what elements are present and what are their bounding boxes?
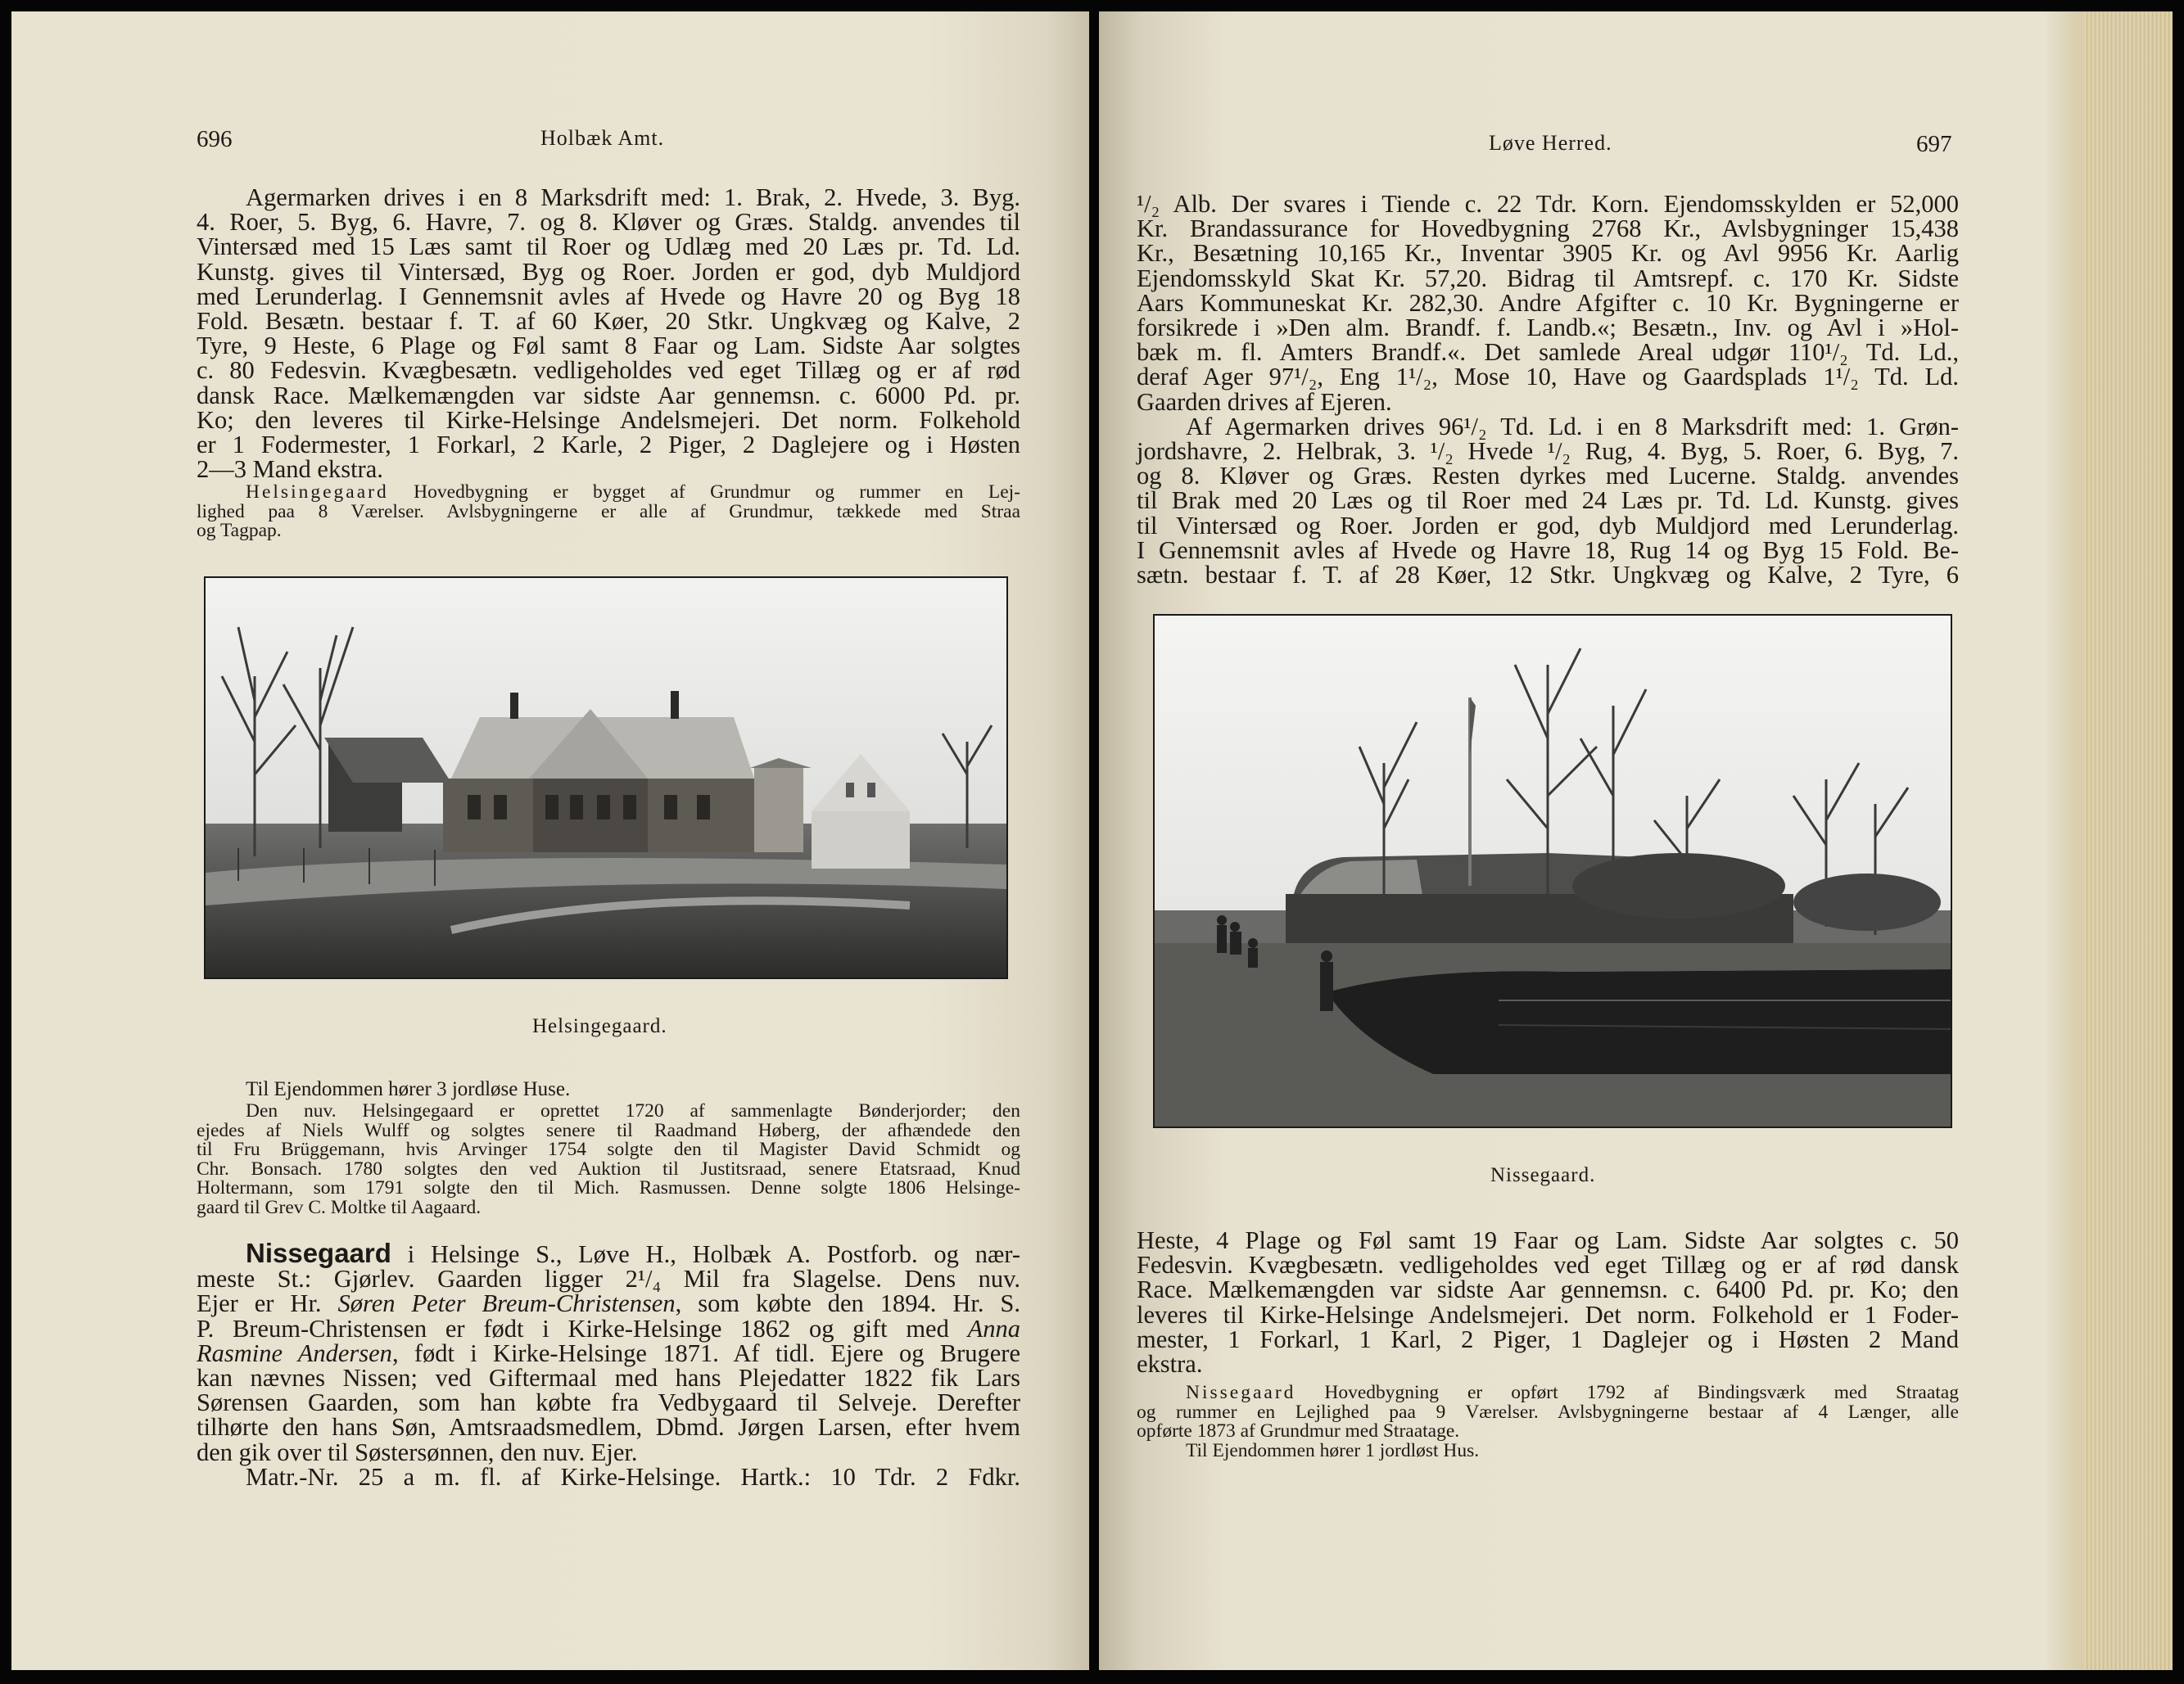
text-line: og 8. Kløver og Græs. Resten dyrkes med Lucerne. Staldg. anvendes xyxy=(1137,462,1959,490)
spouse-name-cont: Rasmine Andersen xyxy=(197,1339,392,1367)
text-line: den gik over til Søstersønnen, den nuv. Ejer. xyxy=(197,1438,638,1466)
text-line: Aars Kommuneskat Kr. 282,30. Andre Afgifter c. 10 Kr. Bygningerne er xyxy=(1137,288,1959,317)
text-line: ekstra. xyxy=(1137,1350,1203,1379)
text-line: dansk Race. Mælkemængden var sidste Aar gennemsn. c. 6000 Pd. pr. xyxy=(197,381,1020,409)
text-line: 2—3 Mand ekstra. xyxy=(197,455,383,484)
paragraph-agermarken xyxy=(197,183,1020,484)
text-line: deraf Ager 97¹/₂, Eng 1¹/₂, Mose 10, Have og Gaardsplads 1¹/₂ Td. Ld. xyxy=(1137,363,1959,391)
note-name: Helsingegaard xyxy=(246,481,389,503)
page-number: 696 xyxy=(197,126,233,152)
text-line: Holtermann, som 1791 solgte den til Mich. Rasmussen. Denne solgte 1806 Helsinge- xyxy=(197,1177,1020,1199)
text-line: kan nævnes Nissen; ved Giftermaal med hans Plejedatter 1822 fik Lars xyxy=(197,1364,1020,1393)
photo-nissegaard xyxy=(1153,614,1952,1128)
text-line: opførte 1873 af Grundmur med Straatage. xyxy=(1137,1420,1460,1442)
text-line: Hovedbygning er bygget af Grundmur og rummer en Lej- xyxy=(388,481,1020,503)
note-jordlose-huse xyxy=(197,1079,1020,1100)
running-head: Holbæk Amt. xyxy=(540,126,665,150)
text-line: forsikrede i »Den alm. Brandf. f. Landb.«; Besætn., Inv. og Avl i »Hol- xyxy=(1137,314,1959,342)
text-line: Til Ejendommen hører 3 jordløse Huse. xyxy=(246,1078,571,1100)
farmhouse-photo xyxy=(206,578,1006,977)
text-line: lighed paa 8 Værelser. Avlsbygningerne er alle af Grundmur, tækkede med Straa xyxy=(197,500,1020,522)
farm-pond-photo xyxy=(1155,616,1951,1126)
text-line: mester, 1 Forkarl, 1 Karl, 2 Piger, 1 Daglejer og i Høsten 2 Mand xyxy=(1137,1325,1959,1353)
left-page xyxy=(11,11,1089,1670)
text-line: bæk m. fl. Amters Brandf.«. Det samlede Areal udgør 110¹/₂ Td. Ld., xyxy=(1137,338,1959,367)
text-line: Heste, 4 Plage og Føl samt 19 Faar og Lam. Sidste Aar solgtes c. 50 xyxy=(1137,1226,1959,1254)
text-line: jordshavre, 2. Helbrak, 3. ¹/₂ Hvede ¹/₂ Rug, 4. Byg, 5. Roer, 6. Byg, 7. xyxy=(1137,437,1959,466)
text-line: tilhørte den hans Søn, Amtsraadsmedlem, Dbmd. Jørgen Larsen, efter hvem xyxy=(197,1413,1020,1442)
text-fragment: Ejer er Hr. xyxy=(197,1289,322,1318)
text-line: ¹/₂ Alb. Der svares i Tiende c. 22 Tdr. Korn. Ejendomsskylden er 52,000 xyxy=(1137,190,1959,218)
running-head: Løve Herred. xyxy=(1489,131,1612,155)
text-line: og Tagpap. xyxy=(197,520,282,541)
text-line: Race. Mælkemængden var sidste Aar gennemsn. c. 6400 Pd. pr. Ko; den xyxy=(1137,1275,1959,1304)
text-line: Til Ejendommen hører 1 jordløst Hus. xyxy=(1186,1439,1480,1461)
text-line: er 1 Fodermester, 1 Forkarl, 2 Karle, 2 Piger, 2 Daglejere og i Høsten xyxy=(197,431,1020,459)
right-page xyxy=(1099,11,2173,1670)
page-edges xyxy=(2084,11,2173,1670)
text-line: c. 80 Fedesvin. Kvægbesætn. vedligeholdes ved eget Tillæg og er af rød xyxy=(197,356,1020,385)
history-helsingegaard xyxy=(197,1102,1020,1217)
text-line: med Lerunderlag. I Gennemsnit avles af Hvede og Havre 20 og Byg 18 xyxy=(197,282,1020,310)
text-fragment: P. Breum-Christensen er født i Kirke-Helsinge 1862 og gift med xyxy=(197,1314,949,1343)
text-line: Agermarken drives i en 8 Marksdrift med: 1. Brak, 2. Hvede, 3. Byg. xyxy=(246,183,1020,211)
text-line: Chr. Bonsach. 1780 solgtes den ved Auktion til Justitsraad, senere Etatsraad, Knud xyxy=(197,1158,1020,1180)
text-line: Gaarden drives af Ejeren. xyxy=(1137,387,1392,416)
text-line: til Fru Brüggemann, hvis Arvinger 1754 solgte den til Magister David Schmidt og xyxy=(197,1139,1020,1160)
text-line: leveres til Kirke-Helsinge Andelsmejeri. Det norm. Folkehold er 1 Foder- xyxy=(1137,1300,1959,1329)
photo-helsingegaard xyxy=(204,576,1008,979)
text-line: Fedesvin. Kvægbesætn. vedligeholdes ved eget Tillæg og er af rød dansk xyxy=(1137,1251,1959,1280)
text-line: Kr. Brandassurance for Hovedbygning 2768 Kr., Avlsbygninger 15,438 xyxy=(1137,214,1959,243)
text-line: Fold. Besætn. bestaar f. T. af 60 Køer, 20 Stkr. Ungkvæg og Kalve, 2 xyxy=(197,307,1020,336)
text-fragment: , født i Kirke-Helsinge 1871. Af tidl. Ejere og Brugere xyxy=(391,1339,1020,1367)
text-line: og rummer en Lejlighed paa 9 Værelser. Avlsbygningerne bestaar af 4 Længer, alle xyxy=(1137,1401,1959,1423)
note-name: Nissegaard xyxy=(1186,1382,1296,1403)
text-line: gaard til Grev C. Moltke til Aagaard. xyxy=(197,1196,482,1218)
owner-name: Søren Peter Breum-Christensen xyxy=(337,1289,676,1318)
text-line: Kr., Besætning 10,165 Kr., Inventar 3905 Kr. og Avl 9956 Kr. Aarlig xyxy=(1137,239,1959,268)
text-line: Kunstg. gives til Vintersæd, Byg og Roer. Jorden er god, dyb Muldjord xyxy=(197,257,1020,286)
text-line: Ejendomsskyld Skat Kr. 57,20. Bidrag til Amtsrepf. c. 170 Kr. Sidste xyxy=(1137,264,1959,292)
text-line: sætn. bestaar f. T. af 28 Køer, 12 Stkr. Ungkvæg og Kalve, 2 Tyre, 6 xyxy=(1137,561,1959,589)
paragraph-livestock xyxy=(1137,1226,1959,1379)
text-fragment: , som købte den 1894. Hr. S. xyxy=(675,1289,1021,1318)
spouse-name: Anna xyxy=(967,1314,1021,1343)
text-line: til Brak med 20 Læs og til Roer med 24 Læs pr. Td. Ld. Kunstg. gives xyxy=(1137,486,1959,515)
matr-line: Matr.-Nr. 25 a m. fl. af Kirke-Helsinge. Hartk.: 10 Tdr. 2 Fdkr. xyxy=(246,1462,1020,1491)
text-line: meste St.: Gjørlev. Gaarden ligger 2¹/₄ Mil fra Slagelse. Dens nuv. xyxy=(197,1265,1020,1293)
text-line: til Vintersæd og Roer. Jorden er god, dyb Muldjord med Lerunderlag. xyxy=(1137,511,1959,540)
note-nissegaard-buildings xyxy=(1137,1384,1959,1461)
text-line: Af Agermarken drives 96¹/₂ Td. Ld. i en 8 Marksdrift med: 1. Grøn- xyxy=(1186,412,1959,440)
text-line: Sørensen Gaarden, som han købte fra Vedbygaard til Selveje. Derefter xyxy=(197,1388,1020,1417)
paragraph-nissegaard xyxy=(197,1238,1021,1491)
text-line: Vintersæd med 15 Læs samt til Roer og Udlæg med 20 Læs pr. Td. Ld. xyxy=(197,233,1020,261)
paragraph-economy xyxy=(1137,192,1959,587)
text-line: 4. Roer, 5. Byg, 6. Havre, 7. og 8. Kløver og Græs. Staldg. anvendes til xyxy=(197,208,1020,237)
photo-caption: Nissegaard. xyxy=(1490,1164,1596,1186)
page-number: 697 xyxy=(1916,131,1952,157)
text-line: Tyre, 9 Heste, 6 Plage og Føl samt 8 Faar og Lam. Sidste Aar solgtes xyxy=(197,332,1020,360)
text-line: I Gennemsnit avles af Hvede og Havre 18, Rug 14 og Byg 15 Fold. Be- xyxy=(1137,535,1959,564)
photo-caption: Helsingegaard. xyxy=(532,1015,667,1037)
text-line: Hovedbygning er opført 1792 af Bindingsværk med Straatag xyxy=(1295,1382,1959,1403)
text-line: ejedes af Niels Wulff og solgtes senere til Raadmand Høberg, der afhændede den xyxy=(197,1119,1020,1141)
text-line: Ko; den leveres til Kirke-Helsinge Andelsmejeri. Det norm. Folkehold xyxy=(197,405,1020,434)
entry-title: Nissegaard xyxy=(246,1238,391,1268)
text-line: Den nuv. Helsingegaard er oprettet 1720 af sammenlagte Bønderjorder; den xyxy=(246,1100,1020,1122)
text-line: i Helsinge S., Løve H., Holbæk A. Postforb. og nær- xyxy=(391,1240,1020,1268)
note-helsingegaard-buildings xyxy=(197,483,1020,541)
